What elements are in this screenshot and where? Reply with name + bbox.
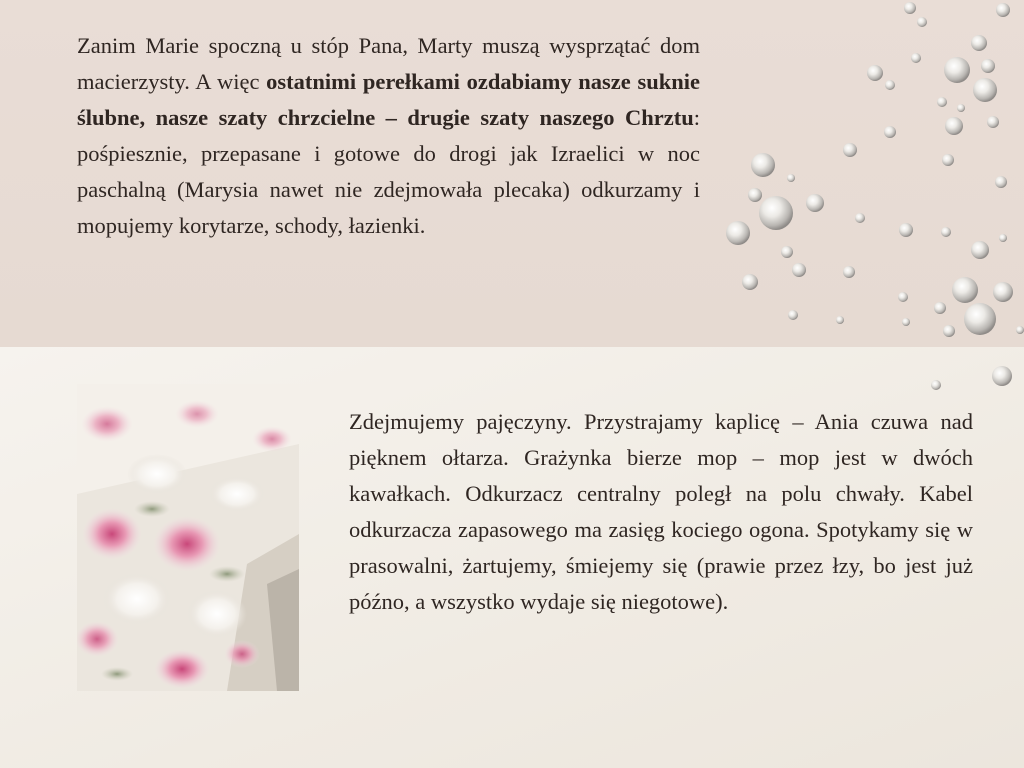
paragraph-2: Zdejmujemy pajęczyny. Przystrajamy kaplicę – Ania czuwa nad pięknem ołtarza. Grażynka bierze mop – mop jest w dwóch kawałkach. Odkurzacz centralny poległ na polu chwały. Kabel odkurzacza zapasowego ma zasięg kociego ogona. Spotykamy się w prasowalni, żartujemy, śmiejemy się (prawie przez łzy, bo jest już późno, a wszystko wydaje się niegotowe). bbox=[349, 409, 973, 614]
paragraph-1-bold: ostatnimi perełkami ozdabiamy nasze suknie ślubne, nasze szaty chrzcielne – drugie szaty naszego Chrztu bbox=[77, 69, 700, 130]
floral-fabric-photo bbox=[77, 384, 299, 691]
paragraph-1-intro: Zanim Marie spoczną u stóp Pana, Marty muszą wysprzątać dom macierzysty. A więc bbox=[77, 33, 700, 94]
pearls-decoration bbox=[720, 0, 1024, 400]
paragraph-1-rest: : pośpiesznie, przepasane i gotowe do drogi jak Izraelici w noc paschalną (Marysia nawet nie zdejmowała plecaka) odkurzamy i mopujemy korytarze, schody, łazienki. bbox=[77, 105, 700, 238]
paragraph-1 bbox=[77, 28, 700, 244]
